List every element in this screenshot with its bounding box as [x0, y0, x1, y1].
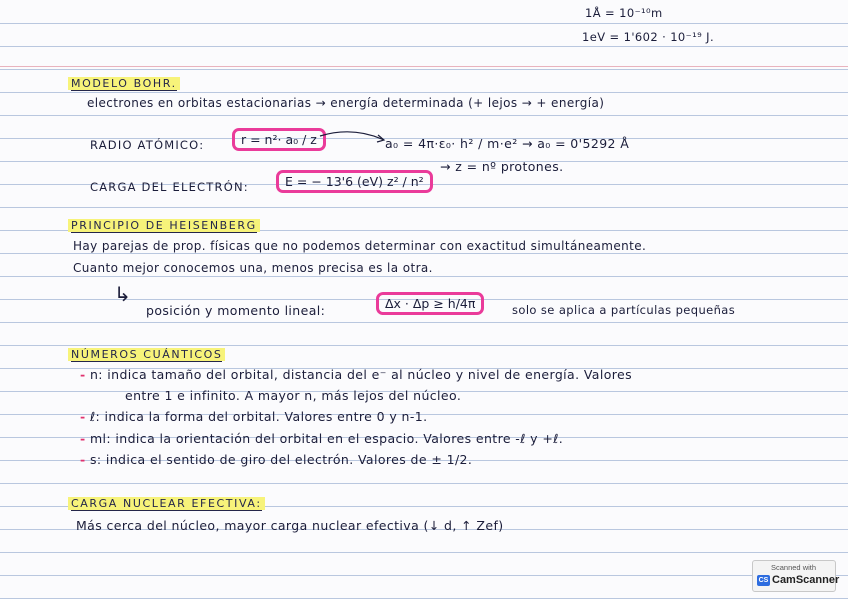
effective-charge-heading: CARGA NUCLEAR EFECTIVA:: [68, 497, 265, 510]
quantum-ml-item: - ml: indica la orientación del orbital en el espacio. Valores entre -ℓ y +ℓ.: [80, 431, 564, 446]
quantum-n-item: - n: indica tamaño del orbital, distancia del e⁻ al núcleo y nivel de energía. Valores: [80, 367, 633, 382]
small-particles-note: solo se aplica a partículas pequeñas: [512, 303, 736, 317]
position-momentum-label: posición y momento lineal:: [146, 303, 326, 318]
heisenberg-arrow: ↳: [114, 282, 131, 306]
effective-charge-line: Más cerca del núcleo, mayor carga nuclear efectiva (↓ d, ↑ Zef): [76, 518, 504, 533]
bohr-heading: MODELO BOHR.: [68, 77, 180, 90]
electronvolt-definition: 1eV = 1'602 · 10⁻¹⁹ J.: [582, 30, 715, 44]
quantum-numbers-heading: NÚMEROS CUÁNTICOS: [68, 348, 225, 361]
a0-formula: a₀ = 4π·ε₀· h² / m·e² → a₀ = 0'5292 Å: [385, 136, 630, 151]
quantum-n-item-continued: entre 1 e infinito. A mayor n, más lejos del núcleo.: [125, 388, 462, 403]
camscanner-logo-icon: CS: [758, 577, 769, 584]
bohr-line-1: electrones en orbitas estacionarias → energía determinada (+ lejos → + energía): [87, 96, 605, 110]
radius-arrow: [318, 128, 388, 148]
charge-label: CARGA DEL ELECTRÓN:: [90, 180, 249, 194]
radius-label: RADIO ATÓMICO:: [90, 138, 205, 152]
heisenberg-line-2: Cuanto mejor conocemos una, menos precisa es la otra.: [73, 261, 433, 275]
uncertainty-formula-box: Δx · Δp ≥ h/4π: [376, 292, 484, 315]
camscanner-stamp: Scanned with CS CamScanner: [752, 560, 836, 592]
top-margin-line: [0, 66, 848, 67]
quantum-l-item: - ℓ: indica la forma del orbital. Valores entre 0 y n-1.: [80, 409, 428, 424]
heisenberg-heading: PRINCIPIO DE HEISENBERG: [68, 219, 260, 232]
heisenberg-line-1: Hay parejas de prop. físicas que no podemos determinar con exactitud simultáneamente.: [73, 239, 647, 253]
radius-formula-box: r = n²· a₀ / z: [232, 128, 326, 151]
quantum-s-item: - s: indica el sentido de giro del electrón. Valores de ± 1/2.: [80, 452, 473, 467]
angstrom-definition: 1Å = 10⁻¹⁰m: [585, 6, 663, 20]
energy-formula-box: E = − 13'6 (eV) z² / n²: [276, 170, 433, 193]
z-note: → z = nº protones.: [440, 159, 564, 174]
